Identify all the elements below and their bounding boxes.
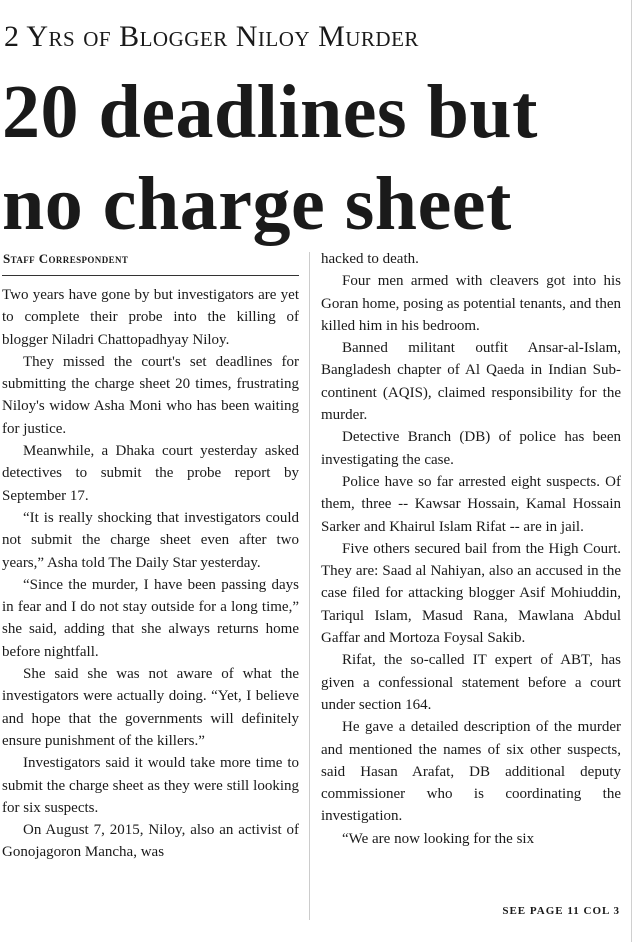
paragraph: On August 7, 2015, Niloy, also an activist of Gonojagoron Mancha, was bbox=[2, 822, 299, 861]
paragraph: Banned militant outfit Ansar-al-Islam, Bangladesh chapter of Al Qaeda in Indian Sub-continent (AQIS), claimed responsibility for the murder. bbox=[321, 340, 621, 424]
paragraph-continuation: hacked to death. bbox=[321, 251, 419, 267]
article-column-1 bbox=[2, 284, 299, 864]
paragraph: He gave a detailed description of the murder and mentioned the names of six other suspects, said Hasan Arafat, DB additional deputy commissioner who is coordinating the investigation. bbox=[321, 719, 621, 825]
paragraph: “Since the murder, I have been passing days in fear and I do not stay outside for a long time,” she said, adding that she always returns home before nightfall. bbox=[2, 576, 299, 660]
headline: 20 deadlines but no charge sheet bbox=[2, 70, 538, 246]
paragraph: Four men armed with cleavers got into his Goran home, posing as potential tenants, and then killed him in his bedroom. bbox=[321, 273, 621, 334]
paragraph: Detective Branch (DB) of police has been investigating the case. bbox=[321, 429, 621, 468]
column-divider bbox=[309, 252, 310, 920]
article-column-2 bbox=[321, 248, 621, 850]
paragraph: Five others secured bail from the High Court. They are: Saad al Nahiyan, also an accused in the case filed for attacking blogger Asif Mohiuddin, Tariqul Islam, Masud Rana, Mawlana Abdul Gaffar and Mortoza Foysal Sakib. bbox=[321, 540, 621, 647]
paragraph: Investigators said it would take more time to submit the charge sheet as they were still looking for six suspects. bbox=[2, 755, 299, 816]
paragraph: Meanwhile, a Dhaka court yesterday asked detectives to submit the probe report by September 17. bbox=[2, 443, 299, 504]
paragraph: “We are now looking for the six bbox=[342, 830, 535, 847]
byline: Staff Correspondent bbox=[3, 251, 129, 266]
paragraph: Rifat, the so-called IT expert of ABT, has given a confessional statement before a court under section 164. bbox=[321, 652, 621, 713]
page-edge bbox=[631, 0, 632, 942]
continued-on-page-line: SEE PAGE 11 COL 3 bbox=[502, 905, 620, 917]
kicker: 2 Yrs of Blogger Niloy Murder bbox=[4, 20, 419, 53]
byline-rule bbox=[2, 275, 299, 276]
paragraph: Police have so far arrested eight suspects. Of them, three -- Kawsar Hossain, Kamal Hossain Sarker and Khairul Islam Rifat -- are in jail. bbox=[321, 473, 621, 535]
paragraph: She said she was not aware of what the investigators were actually doing. “Yet, I believe and hope that the governments will definitely ensure punishment of the killers.” bbox=[2, 666, 299, 749]
paragraph: They missed the court's set deadlines for submitting the charge sheet 20 times, frustrating Niloy's widow Asha Moni who has been waiting for justice. bbox=[2, 353, 299, 437]
paragraph: “It is really shocking that investigators could not submit the charge sheet even after two years,” Asha told The Daily Star yesterday. bbox=[2, 509, 299, 571]
paragraph: Two years have gone by but investigators are yet to complete their probe into the killing of blogger Niladri Chattopadhyay Niloy. bbox=[2, 287, 299, 348]
